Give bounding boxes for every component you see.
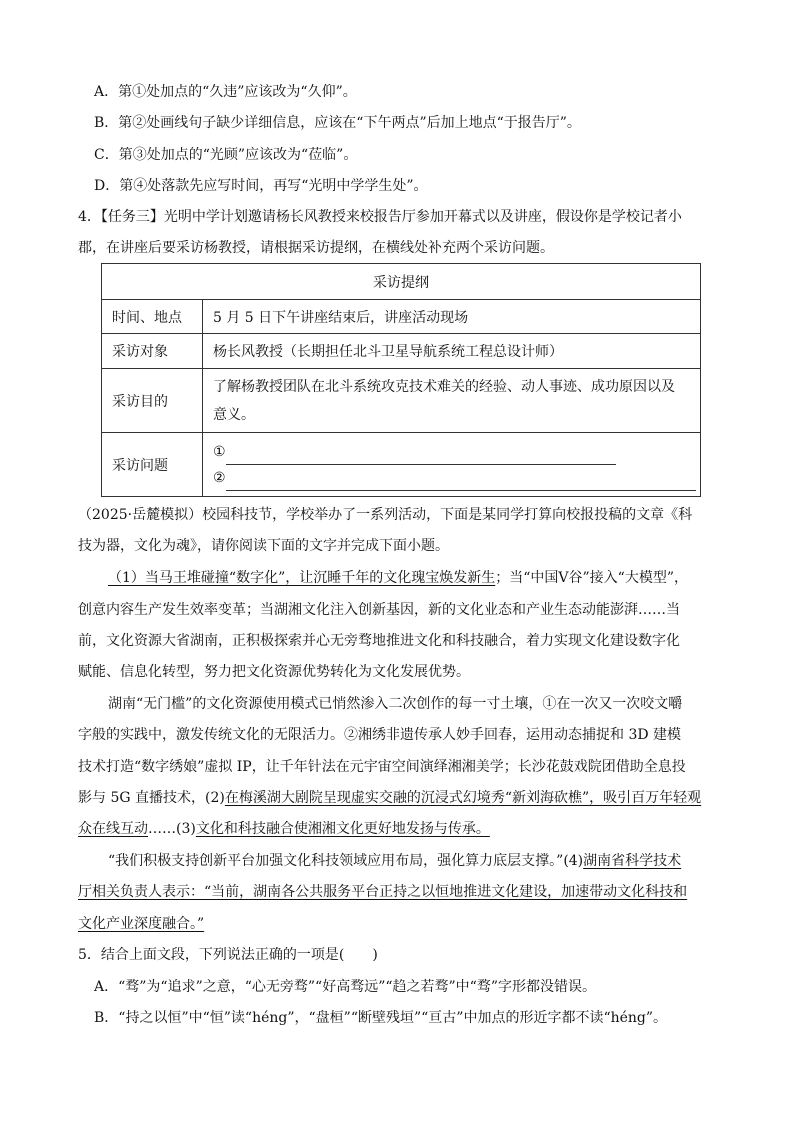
underlined-sentence-4-mid: 厅相关负责人表示：“当前，湖南各公共服务平台正持之以 <box>78 884 436 900</box>
interview-outline-table <box>101 263 701 497</box>
table-row <box>102 433 701 497</box>
para3-line1 <box>108 851 681 871</box>
underlined-sentence-4-end: 文化产业深度融合。” <box>78 916 205 932</box>
para2-line3: 技术打造“数字绣娘”虚拟 IP，让千年针法在元宇宙空间演绎湘湘美学；长沙花鼓戏院团借助全息投 <box>78 759 686 775</box>
underlined-sentence-4-mid2: 恒地推进文化建设，加速带动文化科技和 <box>435 884 688 900</box>
para2-line2: 字般的实践中，激发传统文化的无限活力。②湘绣非遗传承人妙手回春，运用动态捕捉和 3D 建模 <box>78 727 682 743</box>
answer-blank[interactable] <box>226 450 616 465</box>
outline-value <box>203 369 701 433</box>
para3-line2 <box>78 882 687 902</box>
underlined-sentence-1: （1）当马王堆碰撞“数字化”，让沉睡千年的文化瑰宝焕发新生 <box>108 570 496 586</box>
table-row <box>102 300 701 334</box>
passage-intro-line1: （2025·岳麓模拟）校园科技节，学校举办了一系列活动，下面是某同学打算向校报投稿的文章《科 <box>78 507 693 523</box>
q5-stem: 5．结合上面文段，下列说法正确的一项是( ) <box>78 947 378 963</box>
outline-title: 采访提纲 <box>102 264 701 300</box>
outline-key: 采访目的 <box>102 369 203 433</box>
table-row <box>102 334 701 369</box>
passage-intro-line2: 技为器，文化为魂》，请你阅读下面的文字并完成下面小题。 <box>78 538 449 554</box>
underlined-sentence-3: 文化和科技融合使湘湘文化更好地发扬与传承。 <box>195 821 490 837</box>
interview-question-1[interactable] <box>213 439 700 465</box>
para1-line4: 赋能、信息化转型，努力把文化资源优势转化为文化发展优势。 <box>78 664 470 680</box>
underlined-sentence-2: 在梅溪湖大剧院呈现虚实交融的沉浸式幻境秀“新刘海砍樵”，吸引百万年轻观 <box>224 790 702 806</box>
underlined-sentence-4: 湖南省科学技术 <box>583 853 682 869</box>
outline-value: 杨长风教授（长期担任北斗卫星导航系统工程总设计师） <box>203 334 701 369</box>
outline-value-line: 意义。 <box>213 406 255 423</box>
outline-value: 5 月 5 日下午讲座结束后，讲座活动现场 <box>203 300 701 334</box>
underlined-sentence-2-end: 众在线互动 <box>78 821 148 837</box>
para-text: “我们积极支持创新平台加强文化科技领域应用布局，强化算力底层支撑。”(4) <box>108 853 584 869</box>
table-row <box>102 264 701 300</box>
q3-option-b: B．第②处画线句子缺少详细信息，应该在“下午两点”后加上地点“于报告厅”。 <box>94 115 581 131</box>
para2-line1: 湖南“无门槛”的文化资源使用模式已悄然渗入二次创作的每一寸土壤，①在一次又一次咬文嚼 <box>108 696 683 712</box>
q4-stem-line1: 4．【任务三】光明中学计划邀请杨长风教授来校报告厅参加开幕式以及讲座，假设你是学校记者小 <box>78 209 682 225</box>
q5-option-b: B．“持之以恒”中“恒”读“héng”，“盘桓”“断壁残垣”“亘古”中加点的形近字都不读“héng”。 <box>94 1010 668 1026</box>
q4-stem-line2: 郡，在讲座后要采访杨教授，请根据采访提纲，在横线处补充两个采访问题。 <box>78 240 554 256</box>
interview-questions-cell <box>203 433 701 497</box>
answer-blank[interactable] <box>226 476 696 491</box>
para2-line4 <box>78 788 701 808</box>
table-row <box>102 369 701 433</box>
outline-value-line: 了解杨教授团队在北斗系统攻克技术难关的经验、动人事迹、成功原因以及 <box>213 378 675 395</box>
interview-question-2[interactable] <box>213 465 700 491</box>
para-text: ；当“中国Ⅴ谷”接入“大模型”， <box>495 570 688 586</box>
question-number: ① <box>213 443 226 460</box>
outline-key: 采访对象 <box>102 334 203 369</box>
question-number: ② <box>213 469 226 486</box>
para2-line5 <box>78 819 490 839</box>
para1-line2: 创意内容生产发生效率变革；当湖湘文化注入创新基因，新的文化业态和产业生态动能澎湃……当 <box>78 602 680 618</box>
q3-option-a: A．第①处加点的“久违”应该改为“久仰”。 <box>94 84 357 100</box>
para3-line3 <box>78 914 204 934</box>
para-text: ……(3) <box>148 821 196 837</box>
q5-option-a: A．“骛”为“追求”之意，“心无旁骛”“好高骛远”“趋之若骛”中“骛”字形都没错误。 <box>94 979 596 995</box>
q3-option-c: C．第③处加点的“光顾”应该改为“莅临”。 <box>94 147 358 163</box>
para1-line1 <box>108 568 688 588</box>
para-text: 影与 5G 直播技术，(2) <box>78 790 225 806</box>
para1-line3: 前，文化资源大省湖南，正积极探索并心无旁骛地推进文化和科技融合，着力实现文化建设数字化 <box>78 633 680 649</box>
q3-option-d: D．第④处落款先应写时间，再写“光明中学学生处”。 <box>94 178 428 194</box>
outline-key: 采访问题 <box>102 433 203 497</box>
outline-key: 时间、地点 <box>102 300 203 334</box>
